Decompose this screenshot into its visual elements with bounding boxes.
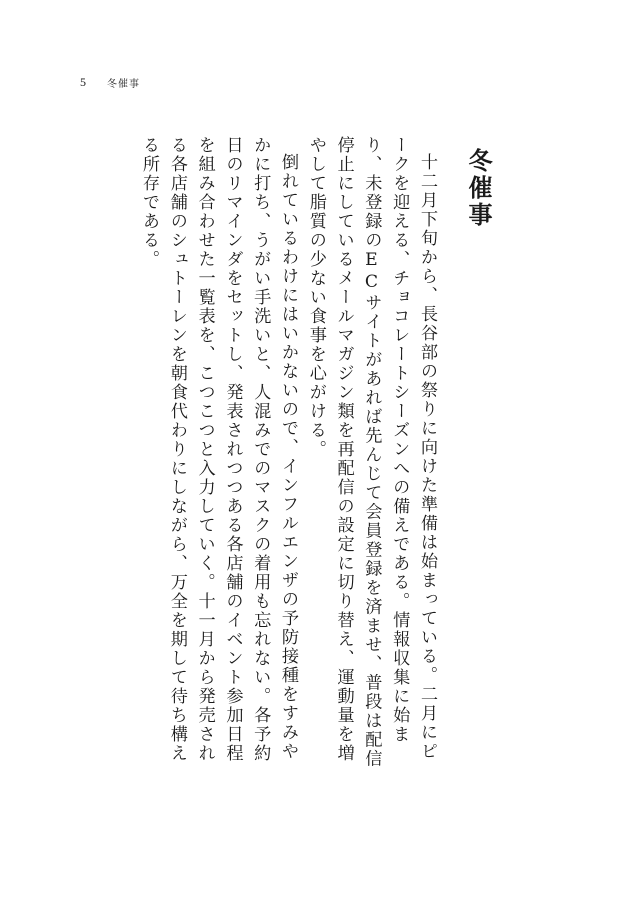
page-number: 5: [80, 74, 87, 89]
body-text: [80, 136, 440, 776]
paragraph: 倒れているわけにはいかないので、インフルエンザの予防接種をすみやかに打ち、うがい手洗いと、人混みでのマスクの着用も忘れない。各予約日のリマインダをセットし、発表されつつある各店舗のイベント参加日程を組み合わせた一覧表を、こつこつと入力していく。十一月から発売される各店舗のシュトーレンを朝食代わりにしながら、万全を期して待ち構える所存である。: [139, 136, 299, 763]
running-header: [80, 74, 140, 90]
running-title: 冬催事: [107, 78, 140, 90]
paragraph: 十二月下旬から、長谷部の祭りに向けた準備は始まっている。二月にピークを迎える、チョコレートシーズンへの備えである。情報収集に始まり、未登録のECサイトがあれば先んじて会員登録を済ませ、普段は配信停止にしているメールマガジン類を再配信の設定に切り替え、運動量を増やして脂質の少ない食事を心がける。: [305, 136, 437, 769]
chapter-title: 冬催事: [464, 148, 493, 229]
